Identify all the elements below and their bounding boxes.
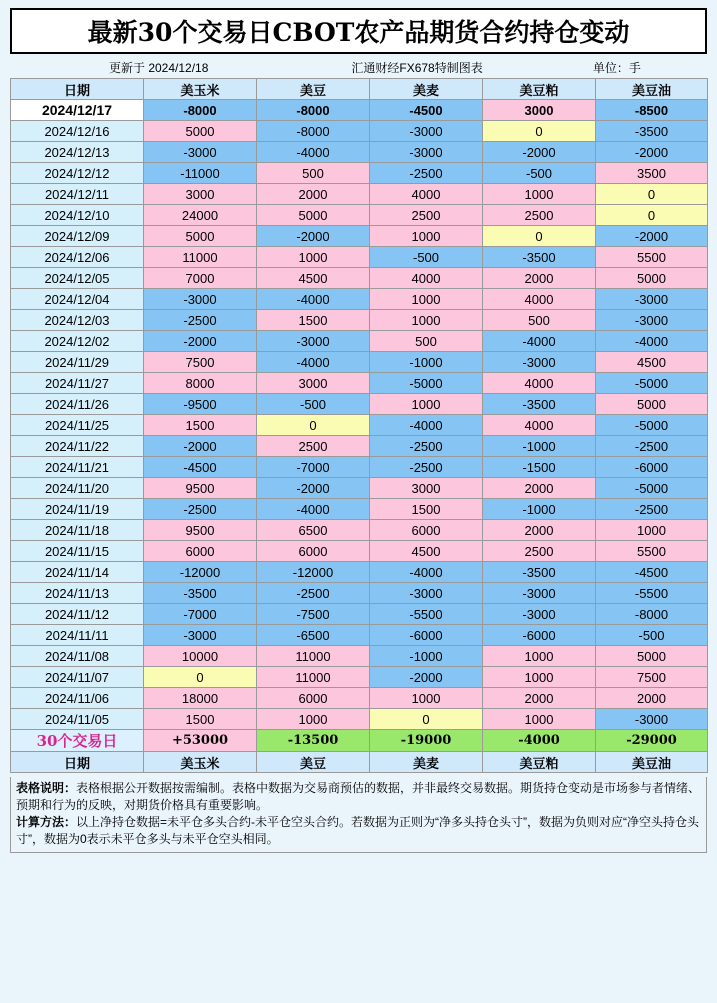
cell-美豆油: 5000	[596, 394, 708, 415]
row-date: 2024/11/21	[11, 457, 144, 478]
cell-美麦: 4000	[370, 268, 483, 289]
cell-美玉米: -2000	[144, 436, 257, 457]
cell-美玉米: 7500	[144, 352, 257, 373]
cell-美麦: -3000	[370, 583, 483, 604]
column-header-0: 日期	[11, 79, 144, 100]
cell-美玉米: 24000	[144, 205, 257, 226]
cell-美豆: 3000	[257, 373, 370, 394]
cell-美麦: -6000	[370, 625, 483, 646]
summary-美麦: -19000	[370, 730, 483, 752]
table-row	[11, 163, 708, 184]
table-row	[11, 604, 708, 625]
cell-美麦: 500	[370, 331, 483, 352]
page-title: 最新30个交易日CBOT农产品期货合约持仓变动	[87, 18, 630, 47]
cell-美玉米: 9500	[144, 520, 257, 541]
cell-美豆: 6000	[257, 688, 370, 709]
cell-美豆: -4000	[257, 499, 370, 520]
updated-label: 更新于 2024/12/18	[108, 60, 209, 75]
cell-美麦: -2500	[370, 436, 483, 457]
table-row	[11, 415, 708, 436]
cell-美豆油: -3500	[596, 121, 708, 142]
row-date: 2024/12/17	[11, 100, 144, 121]
cell-美玉米: -2000	[144, 331, 257, 352]
footer-header-4: 美豆粕	[483, 752, 596, 773]
footer-header-0: 日期	[11, 752, 144, 773]
cell-美玉米: 5000	[144, 226, 257, 247]
cell-美豆油: -5000	[596, 478, 708, 499]
cell-美豆油: 5500	[596, 541, 708, 562]
row-date: 2024/11/26	[11, 394, 144, 415]
row-date: 2024/12/12	[11, 163, 144, 184]
cell-美玉米: 9500	[144, 478, 257, 499]
column-header-1: 美玉米	[144, 79, 257, 100]
row-date: 2024/11/22	[11, 436, 144, 457]
cell-美麦: -3000	[370, 142, 483, 163]
cell-美豆粕: 3000	[483, 100, 596, 121]
cell-美麦: 4500	[370, 541, 483, 562]
row-date: 2024/11/18	[11, 520, 144, 541]
table-row	[11, 520, 708, 541]
table-row	[11, 100, 708, 121]
row-date: 2024/11/08	[11, 646, 144, 667]
cell-美豆粕: 1000	[483, 667, 596, 688]
cell-美玉米: -9500	[144, 394, 257, 415]
cell-美豆粕: -4000	[483, 331, 596, 352]
footer-header-2: 美豆	[257, 752, 370, 773]
row-date: 2024/11/25	[11, 415, 144, 436]
cell-美豆粕: -6000	[483, 625, 596, 646]
summary-美豆油: -29000	[596, 730, 708, 752]
note-1-label: 表格说明：	[16, 781, 77, 795]
cell-美豆粕: 500	[483, 310, 596, 331]
cell-美豆粕: 4000	[483, 373, 596, 394]
summary-美豆粕: -4000	[483, 730, 596, 752]
cell-美豆粕: 2500	[483, 205, 596, 226]
cell-美豆: 1500	[257, 310, 370, 331]
column-header-3: 美麦	[370, 79, 483, 100]
notes-block	[10, 777, 707, 853]
cell-美豆粕: 4000	[483, 415, 596, 436]
cell-美玉米: -3000	[144, 289, 257, 310]
table-row	[11, 436, 708, 457]
table-body	[11, 79, 708, 773]
table-row	[11, 562, 708, 583]
row-date: 2024/11/20	[11, 478, 144, 499]
note-line-1	[16, 780, 701, 814]
cell-美豆粕: -3000	[483, 604, 596, 625]
cell-美豆粕: 0	[483, 226, 596, 247]
footer-header-5: 美豆油	[596, 752, 708, 773]
table-row	[11, 352, 708, 373]
cell-美豆油: -5000	[596, 415, 708, 436]
cell-美豆粕: 4000	[483, 289, 596, 310]
cell-美豆油: -2000	[596, 142, 708, 163]
cell-美豆: -500	[257, 394, 370, 415]
cell-美麦: 4000	[370, 184, 483, 205]
cell-美豆油: 5000	[596, 646, 708, 667]
cell-美豆油: 0	[596, 205, 708, 226]
cell-美豆: 5000	[257, 205, 370, 226]
cell-美豆粕: 1000	[483, 646, 596, 667]
column-header-4: 美豆粕	[483, 79, 596, 100]
row-date: 2024/11/05	[11, 709, 144, 730]
cell-美豆: -2000	[257, 478, 370, 499]
cell-美豆: -4000	[257, 142, 370, 163]
cell-美豆油: 0	[596, 184, 708, 205]
cell-美麦: 1000	[370, 226, 483, 247]
cell-美豆油: -3000	[596, 310, 708, 331]
cell-美麦: 1000	[370, 289, 483, 310]
cell-美豆: -6500	[257, 625, 370, 646]
cell-美玉米: -8000	[144, 100, 257, 121]
cell-美豆: -7000	[257, 457, 370, 478]
cell-美玉米: 11000	[144, 247, 257, 268]
cell-美麦: -4500	[370, 100, 483, 121]
cell-美豆油: -4500	[596, 562, 708, 583]
row-date: 2024/12/16	[11, 121, 144, 142]
table-row	[11, 541, 708, 562]
cell-美麦: -1000	[370, 352, 483, 373]
table-row	[11, 646, 708, 667]
cell-美麦: 1500	[370, 499, 483, 520]
cell-美玉米: 1500	[144, 415, 257, 436]
source-label: 汇通财经FX678特制图表	[351, 60, 483, 75]
cell-美豆粕: 2000	[483, 688, 596, 709]
cell-美豆粕: -1000	[483, 499, 596, 520]
table-row	[11, 331, 708, 352]
table-row	[11, 394, 708, 415]
row-date: 2024/11/11	[11, 625, 144, 646]
cell-美麦: 0	[370, 709, 483, 730]
table-row	[11, 247, 708, 268]
unit-label: 单位：手	[592, 60, 641, 75]
cell-美豆油: -4000	[596, 331, 708, 352]
cell-美豆: -8000	[257, 121, 370, 142]
table-row	[11, 226, 708, 247]
cell-美豆粕: -3000	[483, 352, 596, 373]
table-row	[11, 667, 708, 688]
cell-美玉米: -11000	[144, 163, 257, 184]
cell-美玉米: -3500	[144, 583, 257, 604]
cell-美豆粕: 2000	[483, 520, 596, 541]
cell-美豆: 2500	[257, 436, 370, 457]
table-row	[11, 289, 708, 310]
cell-美麦: -2500	[370, 163, 483, 184]
cell-美玉米: -2500	[144, 499, 257, 520]
row-date: 2024/12/05	[11, 268, 144, 289]
row-date: 2024/12/06	[11, 247, 144, 268]
cell-美玉米: -3000	[144, 142, 257, 163]
cell-美豆油: 7500	[596, 667, 708, 688]
cell-美豆: -2500	[257, 583, 370, 604]
cell-美豆油: 2000	[596, 688, 708, 709]
cell-美豆油: -3000	[596, 709, 708, 730]
cell-美麦: -1000	[370, 646, 483, 667]
table-row	[11, 121, 708, 142]
cell-美玉米: 0	[144, 667, 257, 688]
cell-美豆粕: 2000	[483, 478, 596, 499]
cell-美麦: -2500	[370, 457, 483, 478]
cell-美豆: -7500	[257, 604, 370, 625]
cell-美玉米: 5000	[144, 121, 257, 142]
table-row	[11, 709, 708, 730]
row-date: 2024/11/06	[11, 688, 144, 709]
cell-美豆粕: 2000	[483, 268, 596, 289]
table-row	[11, 373, 708, 394]
cell-美豆油: -6000	[596, 457, 708, 478]
footer-header-1: 美玉米	[144, 752, 257, 773]
cell-美豆: 11000	[257, 667, 370, 688]
cell-美麦: 1000	[370, 310, 483, 331]
summary-label: 30个交易日	[11, 730, 144, 752]
cell-美豆: -2000	[257, 226, 370, 247]
cell-美玉米: -7000	[144, 604, 257, 625]
note-2-label: 计算方法：	[16, 815, 77, 829]
summary-row	[11, 730, 708, 752]
cell-美豆: 500	[257, 163, 370, 184]
column-header-2: 美豆	[257, 79, 370, 100]
row-date: 2024/11/14	[11, 562, 144, 583]
cell-美豆油: 5000	[596, 268, 708, 289]
cell-美豆: -12000	[257, 562, 370, 583]
cell-美玉米: 7000	[144, 268, 257, 289]
cell-美豆: 6000	[257, 541, 370, 562]
row-date: 2024/11/29	[11, 352, 144, 373]
cell-美豆粕: -3000	[483, 583, 596, 604]
row-date: 2024/12/09	[11, 226, 144, 247]
row-date: 2024/11/13	[11, 583, 144, 604]
table-footer-row	[11, 752, 708, 773]
note-2-text: 以上净持仓数据=未平仓多头合约-未平仓空头合约。若数据为正则为“净多头持仓头寸”，数据为负则对应“净空头持仓头寸”，数据为0表示未平仓多头与未平仓空头相同。	[16, 815, 700, 846]
cell-美豆油: 1000	[596, 520, 708, 541]
cell-美豆油: 5500	[596, 247, 708, 268]
cell-美麦: -5500	[370, 604, 483, 625]
table-row	[11, 478, 708, 499]
cell-美玉米: -4500	[144, 457, 257, 478]
table-row	[11, 688, 708, 709]
table-row	[11, 499, 708, 520]
row-date: 2024/12/04	[11, 289, 144, 310]
cell-美豆粕: 1000	[483, 184, 596, 205]
cell-美豆: -3000	[257, 331, 370, 352]
cell-美麦: -4000	[370, 415, 483, 436]
cell-美豆: 1000	[257, 709, 370, 730]
cell-美玉米: 6000	[144, 541, 257, 562]
cell-美豆: 1000	[257, 247, 370, 268]
cell-美麦: -4000	[370, 562, 483, 583]
note-line-2	[16, 814, 701, 848]
cell-美豆油: -8000	[596, 604, 708, 625]
summary-美玉米: +53000	[144, 730, 257, 752]
cell-美豆油: 4500	[596, 352, 708, 373]
cell-美豆粕: -3500	[483, 247, 596, 268]
row-date: 2024/12/11	[11, 184, 144, 205]
cell-美豆粕: 2500	[483, 541, 596, 562]
cell-美豆粕: -1000	[483, 436, 596, 457]
title-box	[10, 8, 707, 54]
cell-美豆: 4500	[257, 268, 370, 289]
column-header-5: 美豆油	[596, 79, 708, 100]
cell-美玉米: 8000	[144, 373, 257, 394]
cell-美麦: 1000	[370, 394, 483, 415]
cell-美豆粕: -1500	[483, 457, 596, 478]
cell-美麦: 1000	[370, 688, 483, 709]
cell-美豆油: -500	[596, 625, 708, 646]
cell-美豆: 6500	[257, 520, 370, 541]
row-date: 2024/11/19	[11, 499, 144, 520]
row-date: 2024/11/07	[11, 667, 144, 688]
row-date: 2024/12/03	[11, 310, 144, 331]
table-row	[11, 583, 708, 604]
cell-美玉米: 1500	[144, 709, 257, 730]
cell-美豆油: -3000	[596, 289, 708, 310]
cell-美麦: -5000	[370, 373, 483, 394]
cell-美麦: 3000	[370, 478, 483, 499]
cell-美玉米: -3000	[144, 625, 257, 646]
cell-美麦: 2500	[370, 205, 483, 226]
cell-美豆油: -8500	[596, 100, 708, 121]
table-header-row	[11, 79, 708, 100]
cell-美玉米: -12000	[144, 562, 257, 583]
cell-美豆油: -2000	[596, 226, 708, 247]
positions-table	[10, 78, 708, 773]
cell-美豆粕: 1000	[483, 709, 596, 730]
table-row	[11, 457, 708, 478]
cell-美豆粕: -3500	[483, 562, 596, 583]
row-date: 2024/11/12	[11, 604, 144, 625]
table-row	[11, 205, 708, 226]
cell-美豆油: -5000	[596, 373, 708, 394]
table-row	[11, 268, 708, 289]
sub-header-bar	[10, 54, 707, 78]
cell-美豆粕: -500	[483, 163, 596, 184]
row-date: 2024/12/02	[11, 331, 144, 352]
cell-美豆粕: -3500	[483, 394, 596, 415]
cell-美豆油: -2500	[596, 499, 708, 520]
table-row	[11, 142, 708, 163]
cell-美豆: 2000	[257, 184, 370, 205]
cell-美豆油: -5500	[596, 583, 708, 604]
cell-美豆粕: 0	[483, 121, 596, 142]
table-row	[11, 310, 708, 331]
cell-美玉米: 10000	[144, 646, 257, 667]
cell-美玉米: -2500	[144, 310, 257, 331]
cell-美玉米: 18000	[144, 688, 257, 709]
cell-美豆: 0	[257, 415, 370, 436]
cell-美麦: -2000	[370, 667, 483, 688]
cell-美豆粕: -2000	[483, 142, 596, 163]
table-row	[11, 184, 708, 205]
cell-美豆: -8000	[257, 100, 370, 121]
row-date: 2024/11/27	[11, 373, 144, 394]
cell-美豆: -4000	[257, 289, 370, 310]
note-1-text: 表格根据公开数据按需编制。表格中数据为交易商预估的数据，并非最终交易数据。期货持仓变动是市场参与者情绪、预期和行为的反映，对期货价格具有重要影响。	[16, 781, 701, 812]
summary-美豆: -13500	[257, 730, 370, 752]
footer-header-3: 美麦	[370, 752, 483, 773]
row-date: 2024/11/15	[11, 541, 144, 562]
row-date: 2024/12/10	[11, 205, 144, 226]
cell-美豆油: 3500	[596, 163, 708, 184]
cell-美麦: 6000	[370, 520, 483, 541]
table-row	[11, 625, 708, 646]
cell-美玉米: 3000	[144, 184, 257, 205]
cell-美麦: -3000	[370, 121, 483, 142]
cell-美豆: -4000	[257, 352, 370, 373]
cell-美豆油: -2500	[596, 436, 708, 457]
cell-美豆: 11000	[257, 646, 370, 667]
row-date: 2024/12/13	[11, 142, 144, 163]
cell-美麦: -500	[370, 247, 483, 268]
